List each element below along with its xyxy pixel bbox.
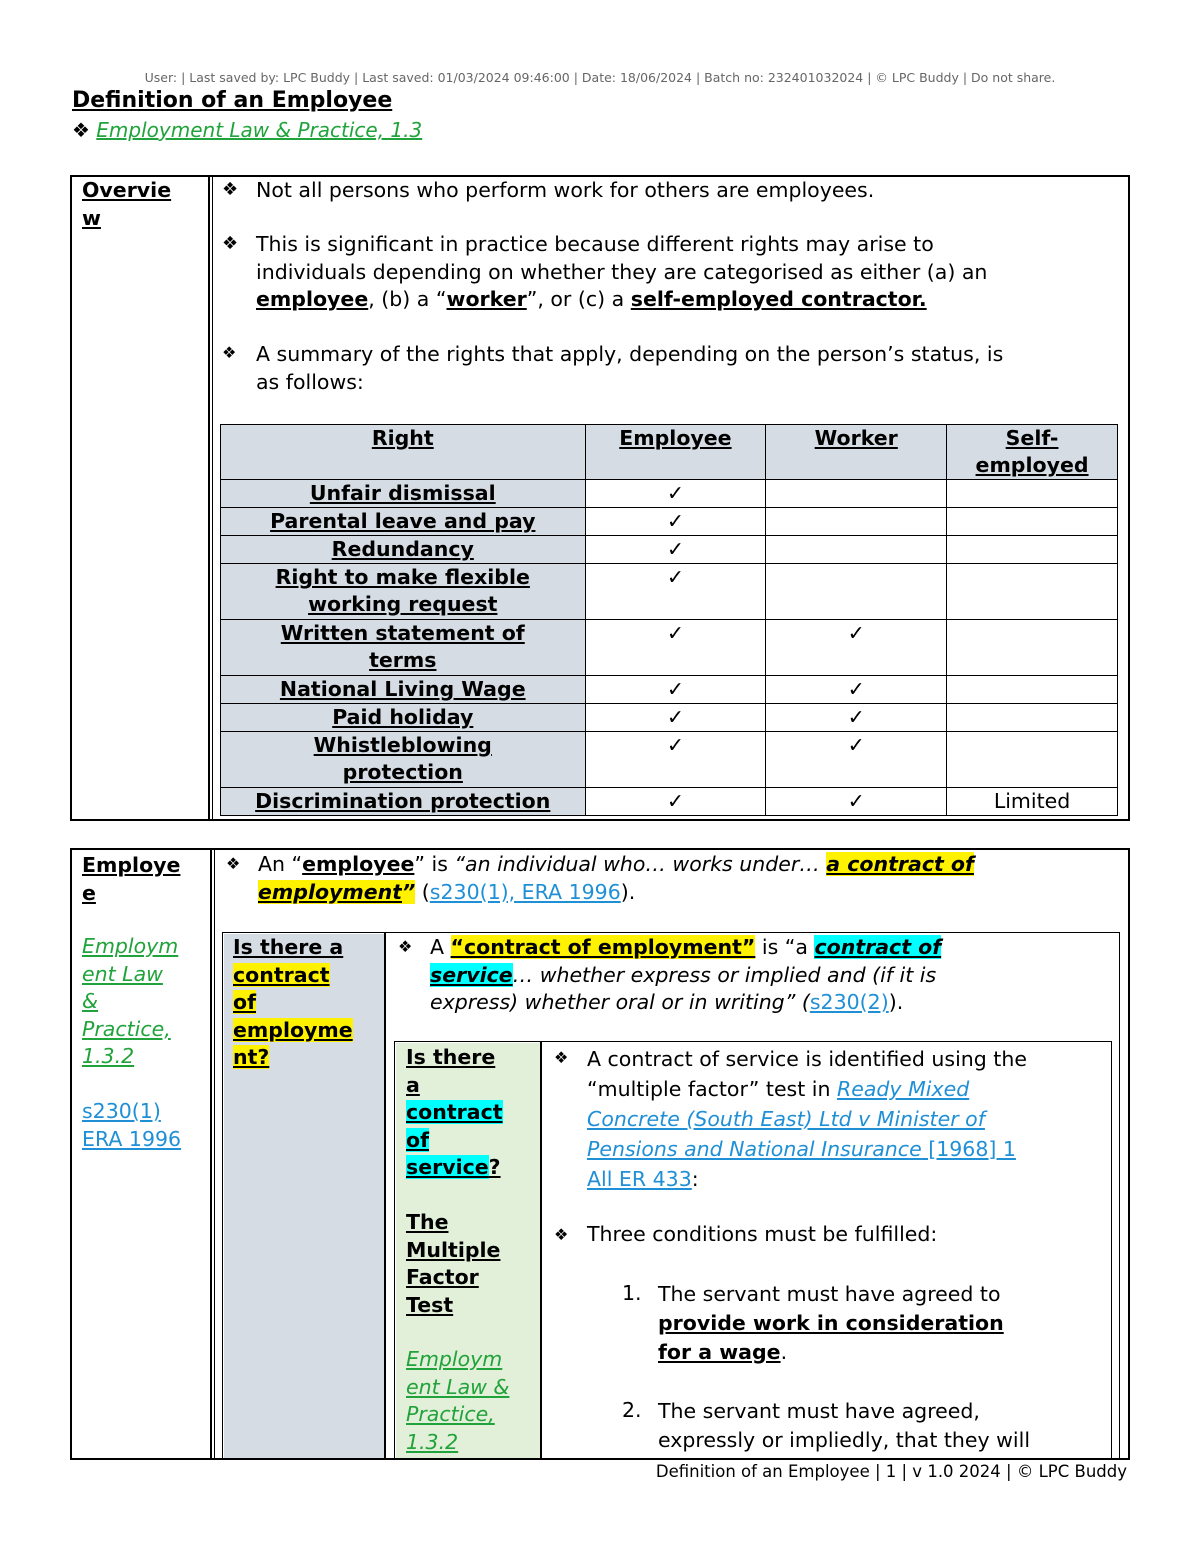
condition-2-number: 2. <box>622 1398 642 1422</box>
worker-cell: ✓ <box>766 676 947 704</box>
employee-cell: ✓ <box>585 508 766 536</box>
self-employed-cell <box>947 480 1118 508</box>
multiple-factor-test-heading: The Multiple Factor Test <box>406 1210 501 1317</box>
condition-1: The servant must have agreed to provide work in consideration for a wage. <box>658 1282 1004 1364</box>
employee-cell: ✓ <box>585 788 766 816</box>
column-header-worker: Worker <box>766 425 947 480</box>
employee-definition: An “employee” is “an individual who… works under… a contract of employment” (s230(1), ERA 1996). <box>258 852 974 904</box>
table-row <box>221 676 1118 704</box>
worker-cell <box>766 508 947 536</box>
right-name: Right to make flexible working request <box>221 564 586 620</box>
employee-cell: ✓ <box>585 480 766 508</box>
diamond-bullet-icon: ❖ <box>222 233 239 254</box>
diamond-bullet-icon: ❖ <box>226 854 241 873</box>
employee-cell: ✓ <box>585 732 766 788</box>
case-citation-link[interactable]: All ER 433 <box>587 1167 692 1191</box>
right-name: Discrimination protection <box>221 788 586 816</box>
contract-of-employment-definition: A “contract of employment” is “a contract of service… whether express or implied and (if it is express) whether oral or in writing” (s230(2)). <box>430 935 942 1014</box>
worker-cell: ✓ <box>766 732 947 788</box>
self-employed-cell <box>947 732 1118 788</box>
condition-1-number: 1. <box>622 1281 642 1305</box>
contract-question: Is there a contract of employme nt? <box>233 935 353 1069</box>
column-header-right: Right <box>221 425 586 480</box>
page-footer: Definition of an Employee | 1 | v 1.0 2024 | © LPC Buddy <box>655 1462 1127 1481</box>
statute-reference-link[interactable]: s230(1) ERA 1996 <box>82 1099 182 1151</box>
s230-2-link[interactable]: s230(2) <box>809 990 889 1014</box>
case-link[interactable]: Pensions and National Insurance <box>587 1137 922 1161</box>
employee-heading: Employe e <box>82 853 181 905</box>
employee-cell: ✓ <box>585 704 766 732</box>
column-header-self-employed: Self- employed <box>947 425 1118 480</box>
table-row <box>221 480 1118 508</box>
table-row <box>221 732 1118 788</box>
self-employed-cell <box>947 536 1118 564</box>
diamond-bullet-icon: ❖ <box>72 118 90 142</box>
overview-bullet-3: A summary of the rights that apply, depending on the person’s status, is as follows: <box>256 342 1004 394</box>
table-row <box>221 788 1118 816</box>
s230-1-link[interactable]: s230(1), ERA 1996 <box>429 879 621 904</box>
right-name: Written statement of terms <box>221 620 586 676</box>
diamond-bullet-icon: ❖ <box>554 1225 569 1244</box>
overview-bullet-2: This is significant in practice because different rights may arise to individuals depending on whether they are categorised as either (a) an employee, (b) a “worker”, or (c) a self-employed contractor. <box>256 232 988 311</box>
right-name: National Living Wage <box>221 676 586 704</box>
condition-2: The servant must have agreed, expressly or impliedly, that they will <box>658 1399 1031 1452</box>
document-header: User: | Last saved by: LPC Buddy | Last saved: 01/03/2024 09:46:00 | Date: 18/06/2024 | Batch no: 232401032024 | © LPC Buddy | Do not share. <box>144 70 1056 85</box>
self-employed-cell <box>947 508 1118 536</box>
rights-table <box>220 424 1118 816</box>
self-employed-cell: Limited <box>947 788 1118 816</box>
self-employed-cell <box>947 676 1118 704</box>
overview-divider <box>208 175 210 821</box>
service-divider <box>540 1041 542 1460</box>
employee-cell: ✓ <box>585 564 766 620</box>
right-name: Parental leave and pay <box>221 508 586 536</box>
employee-cell: ✓ <box>585 620 766 676</box>
case-citation-link[interactable]: [1968] 1 <box>921 1137 1016 1161</box>
table-row <box>221 508 1118 536</box>
employee-divider <box>210 848 212 1460</box>
self-employed-cell <box>947 620 1118 676</box>
employee-divider-inner <box>214 848 215 1460</box>
page-title: Definition of an Employee <box>72 88 393 113</box>
rights-table-header-row <box>221 425 1118 480</box>
diamond-bullet-icon: ❖ <box>554 1048 569 1067</box>
overview-heading: Overvie w <box>82 178 172 230</box>
table-row <box>221 536 1118 564</box>
employee-cell: ✓ <box>585 536 766 564</box>
worker-cell: ✓ <box>766 788 947 816</box>
diamond-bullet-icon: ❖ <box>398 937 413 956</box>
textbook-reference-link[interactable]: Employment Law & Practice, 1.3 <box>96 118 423 142</box>
service-textbook-reference-link[interactable]: Employm ent Law & Practice, 1.3.2 <box>406 1347 510 1454</box>
case-link[interactable]: Concrete (South East) Ltd v Minister of <box>587 1107 985 1131</box>
conditions-intro: Three conditions must be fulfilled: <box>587 1222 938 1246</box>
contract-divider <box>384 932 386 1460</box>
self-employed-cell <box>947 704 1118 732</box>
overview-bullet-1: Not all persons who perform work for others are employees. <box>256 178 875 202</box>
worker-cell: ✓ <box>766 704 947 732</box>
employee-table-bottom <box>70 1458 1130 1460</box>
diamond-bullet-icon: ❖ <box>222 179 239 200</box>
self-employed-cell <box>947 564 1118 620</box>
column-header-employee: Employee <box>585 425 766 480</box>
worker-cell: ✓ <box>766 620 947 676</box>
right-name: Redundancy <box>221 536 586 564</box>
overview-divider-inner <box>212 175 213 821</box>
right-name: Paid holiday <box>221 704 586 732</box>
table-row <box>221 564 1118 620</box>
service-question: Is there a contract of service? <box>406 1045 503 1179</box>
table-row <box>221 704 1118 732</box>
worker-cell <box>766 536 947 564</box>
subtitle-reference <box>72 118 422 142</box>
multiple-factor-test-bullet: A contract of service is identified using the “multiple factor” test in Ready Mixed Concrete (South East) Ltd v Minister of Pensions and National Insurance [1968] 1 All ER 433: <box>587 1047 1027 1191</box>
right-name: Unfair dismissal <box>221 480 586 508</box>
employee-cell: ✓ <box>585 676 766 704</box>
worker-cell <box>766 480 947 508</box>
employee-textbook-reference-link[interactable]: Employm ent Law & Practice, 1.3.2 <box>82 934 179 1068</box>
case-link[interactable]: Ready Mixed <box>837 1077 970 1101</box>
table-row <box>221 620 1118 676</box>
diamond-bullet-icon: ❖ <box>222 343 237 362</box>
right-name: Whistleblowing protection <box>221 732 586 788</box>
worker-cell <box>766 564 947 620</box>
